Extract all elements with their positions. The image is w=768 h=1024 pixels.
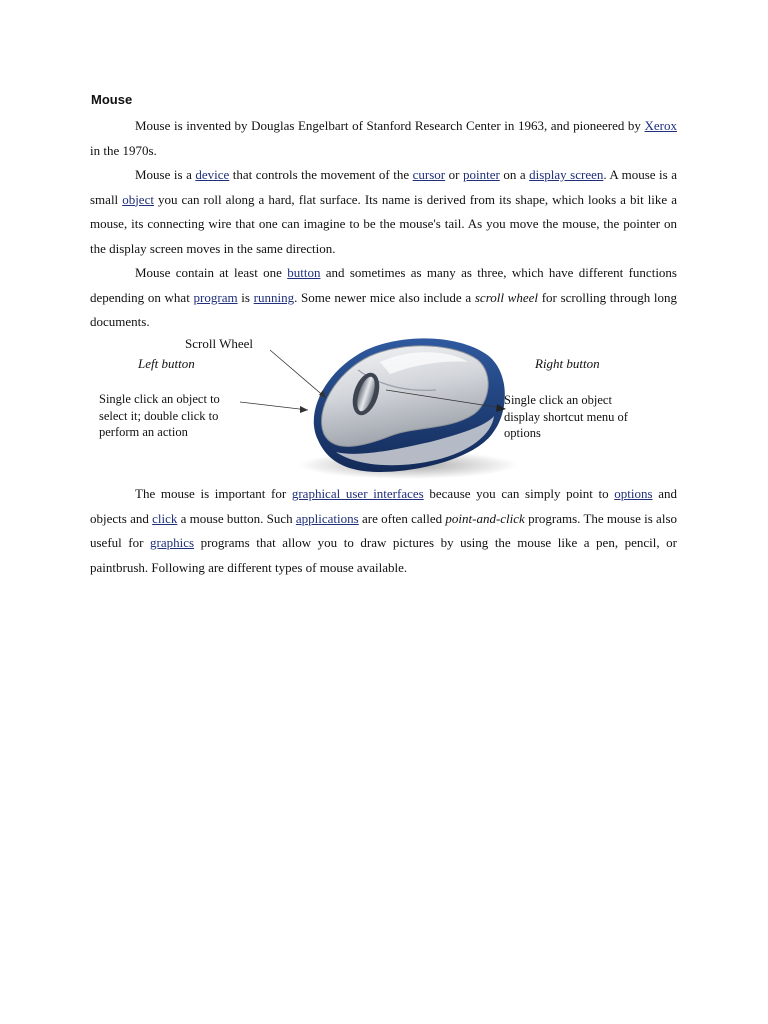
- link-pointer[interactable]: pointer: [462, 167, 500, 182]
- scroll-wheel-leader: [270, 350, 326, 398]
- link-button[interactable]: button: [287, 265, 321, 280]
- link-applications[interactable]: applications: [295, 510, 359, 526]
- link-options[interactable]: options: [614, 486, 653, 501]
- scroll-wheel-label: Scroll Wheel: [185, 336, 253, 351]
- link-cursor[interactable]: cursor: [412, 167, 446, 182]
- link-device[interactable]: device: [195, 167, 230, 182]
- paragraph-buttons: Mouse contain at least one button and sometimes as many as three, which have different functions depending on what program is running. Some newer mice also include a scroll wheel for scrolling through long documents.: [90, 265, 678, 329]
- link-running[interactable]: running: [253, 289, 295, 305]
- link-display-screen[interactable]: display screen: [529, 167, 604, 182]
- left-button-callout: Single click an object to select it; double click to perform an action: [99, 392, 220, 439]
- left-button-label: Left button: [138, 356, 195, 371]
- page-title: Mouse: [91, 92, 133, 107]
- left-callout-arrowhead: [300, 406, 308, 413]
- link-object[interactable]: object: [122, 191, 154, 207]
- right-button-label: Right button: [535, 356, 600, 371]
- link-graphics[interactable]: graphics: [150, 535, 195, 550]
- paragraph-definition: Mouse is a device that controls the movement of the cursor or pointer on a display screen. A mouse is a small object you can roll along a hard, flat surface. Its name is derived from its shape, which looks a bit like a mouse, its connecting wire that one can imagine to be the mouse's tail. As you move the mouse, the pointer on the display screen moves in the same direction.: [90, 167, 677, 256]
- link-graphical-user-interfaces[interactable]: graphical user interfaces: [291, 486, 424, 501]
- link-click[interactable]: click: [152, 510, 178, 526]
- link-xerox[interactable]: Xerox: [644, 118, 677, 133]
- link-program[interactable]: program: [193, 289, 238, 305]
- left-callout-leader: [240, 402, 308, 410]
- paragraph-invention: Mouse is invented by Douglas Engelbart of Stanford Research Center in 1963, and pioneered by Xerox in the 1970s.: [90, 118, 677, 158]
- mouse-figure: [90, 330, 680, 480]
- right-button-callout: Single click an object display shortcut menu of options: [504, 393, 628, 440]
- paragraph-usage: The mouse is important for graphical user interfaces because you can simply point to options and objects and click a mouse button. Such applications are often called point-and-click programs. The mouse is also useful for graphics programs that allow you to draw pictures by using the mouse like a pen, pencil, or paintbrush. Following are different types of mouse available.: [90, 486, 677, 575]
